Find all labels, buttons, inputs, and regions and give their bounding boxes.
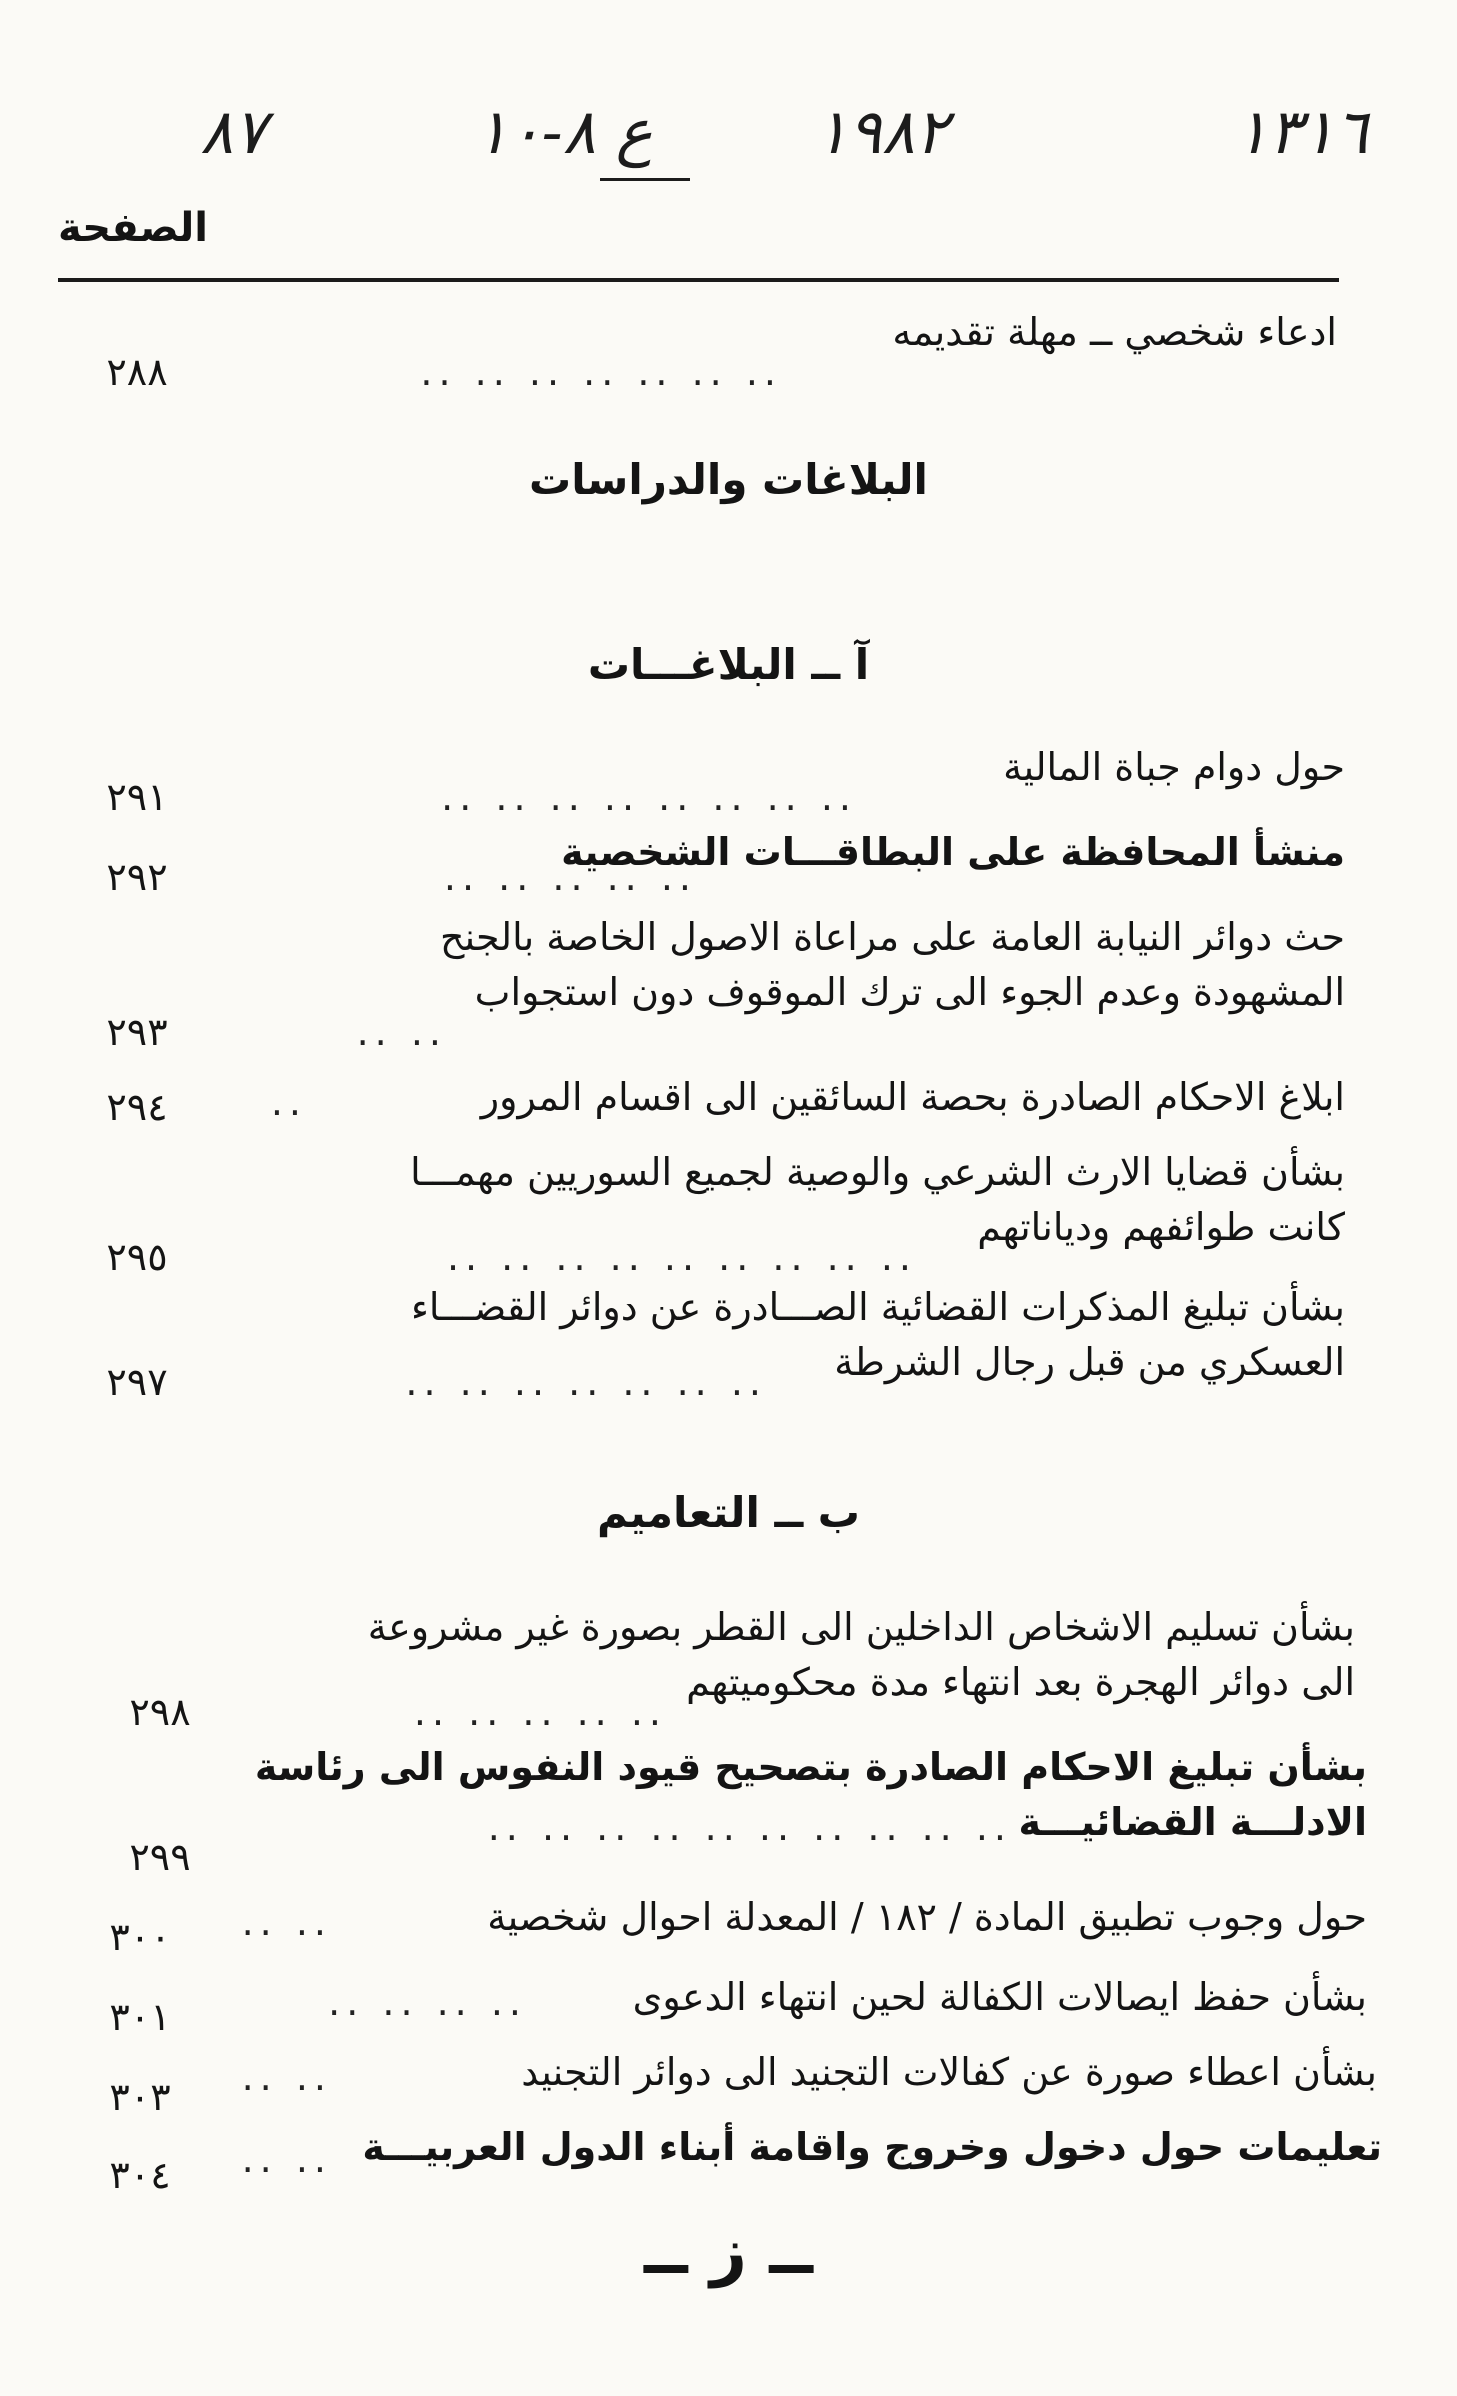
handwritten-year: ١٩٨٢ (815, 95, 949, 168)
toc-entry (0, 2125, 1457, 2197)
page-number: ٢٩٥ (106, 1235, 168, 1279)
entry-line: ابلاغ الاحكام الصادرة بحصة السائقين الى اقسام المرور (480, 1075, 1345, 1119)
leader-dots: .. .. .. .. .. (413, 1690, 667, 1734)
entry-line: تعليمات حول دخول وخروج واقامة أبناء الدول العربيـــة (362, 2125, 1382, 2169)
leader-dots: .. .. .. .. (328, 1980, 527, 2024)
entry-line: المشهودة وعدم الجوء الى ترك الموقوف دون استجواب (474, 970, 1345, 1014)
toc-entry (0, 830, 1457, 899)
entry-line: بشأن تبليغ المذكرات القضائية الصـــادرة عن دوائر القضـــاء (411, 1285, 1345, 1329)
page-column-label: الصفحة (58, 205, 209, 251)
entry-line: منشأ المحافظة على البطاقـــات الشخصية (561, 830, 1345, 874)
toc-entry (0, 915, 1457, 1054)
page-number: ٢٩٨ (129, 1690, 191, 1734)
entry-line: العسكري من قبل رجال الشرطة (834, 1340, 1345, 1384)
page-letter: ــ ز ــ (644, 2215, 813, 2289)
leader-dots: .. .. (241, 1900, 332, 1944)
handwritten-page-code: ٨٧ (200, 95, 267, 168)
leader-dots: .. .. .. .. .. (443, 855, 697, 899)
page-number: ٢٩٧ (106, 1360, 168, 1404)
leader-dots: .. .. (241, 2055, 332, 2099)
toc-entry (0, 310, 1457, 394)
section-main-heading: البلاغات والدراسات (529, 455, 928, 504)
entry-line: ادعاء شخصي ــ مهلة تقديمه (892, 310, 1337, 354)
section-a-heading: آ ــ البلاغـــات (587, 640, 870, 689)
page-number: ٣٠٠ (109, 1915, 171, 1959)
entry-line: بشأن قضايا الارث الشرعي والوصية لجميع السوريين مهمـــا (410, 1150, 1345, 1194)
toc-entry (0, 1895, 1457, 1959)
toc-entry (0, 1150, 1457, 1279)
page-number: ٢٩٩ (129, 1835, 191, 1879)
entry-line: حول وجوب تطبيق المادة / ١٨٢ / المعدلة احوال شخصية (487, 1895, 1367, 1939)
toc-entry (0, 745, 1457, 819)
page-number: ٣٠٣ (109, 2075, 171, 2119)
page-number: ٢٩٤ (106, 1085, 168, 1129)
leader-dots: .. (270, 1080, 307, 1124)
entry-line: بشأن تبليغ الاحكام الصادرة بتصحيح قيود النفوس الى رئاسة (254, 1745, 1367, 1789)
page-number: ٢٩١ (106, 775, 168, 819)
handwritten-number: ١٣١٦ (1235, 95, 1369, 168)
toc-entry (0, 1285, 1457, 1404)
leader-dots: .. .. .. .. .. .. .. .. .. (446, 1235, 917, 1279)
page-number: ٢٨٨ (106, 350, 168, 394)
entry-line: الادلـــة القضائيـــة (1018, 1800, 1367, 1844)
leader-dots: .. .. .. .. .. .. .. (405, 1360, 767, 1404)
handwritten-underline (600, 178, 690, 181)
toc-entry (0, 2050, 1457, 2119)
page-number: ٢٩٢ (106, 855, 168, 899)
entry-line: بشأن حفظ ايصالات الكفالة لحين انتهاء الدعوى (632, 1975, 1367, 2019)
top-rule (58, 278, 1339, 282)
page-number: ٣٠٤ (109, 2153, 171, 2197)
entry-line: بشأن اعطاء صورة عن كفالات التجنيد الى دوائر التجنيد (521, 2050, 1377, 2094)
toc-entry (0, 1605, 1457, 1734)
page-number: ٣٠١ (109, 1995, 171, 2039)
leader-dots: .. .. .. .. .. .. .. .. (441, 775, 857, 819)
entry-line: حث دوائر النيابة العامة على مراعاة الاصول الخاصة بالجنح (439, 915, 1345, 959)
page-number: ٢٩٣ (106, 1010, 168, 1054)
handwritten-register: ع ٨-١٠ (475, 95, 653, 168)
entry-line: بشأن تسليم الاشخاص الداخلين الى القطر بصورة غير مشروعة (367, 1605, 1355, 1649)
leader-dots: .. .. .. .. .. .. .. .. .. .. (487, 1805, 1012, 1849)
entry-line: كانت طوائفهم ودياناتهم (977, 1205, 1345, 1249)
leader-dots: .. .. (356, 1010, 447, 1054)
leader-dots: .. .. (241, 2137, 332, 2181)
toc-entry (0, 1975, 1457, 2039)
entry-line: الى دوائر الهجرة بعد انتهاء مدة محكوميتهم (686, 1660, 1355, 1704)
section-b-heading: ب ــ التعاميم (596, 1488, 861, 1537)
leader-dots: .. .. .. .. .. .. .. (420, 350, 782, 394)
entry-line: حول دوام جباة المالية (1003, 745, 1345, 789)
toc-entry (0, 1075, 1457, 1129)
toc-entry (0, 1745, 1457, 1879)
